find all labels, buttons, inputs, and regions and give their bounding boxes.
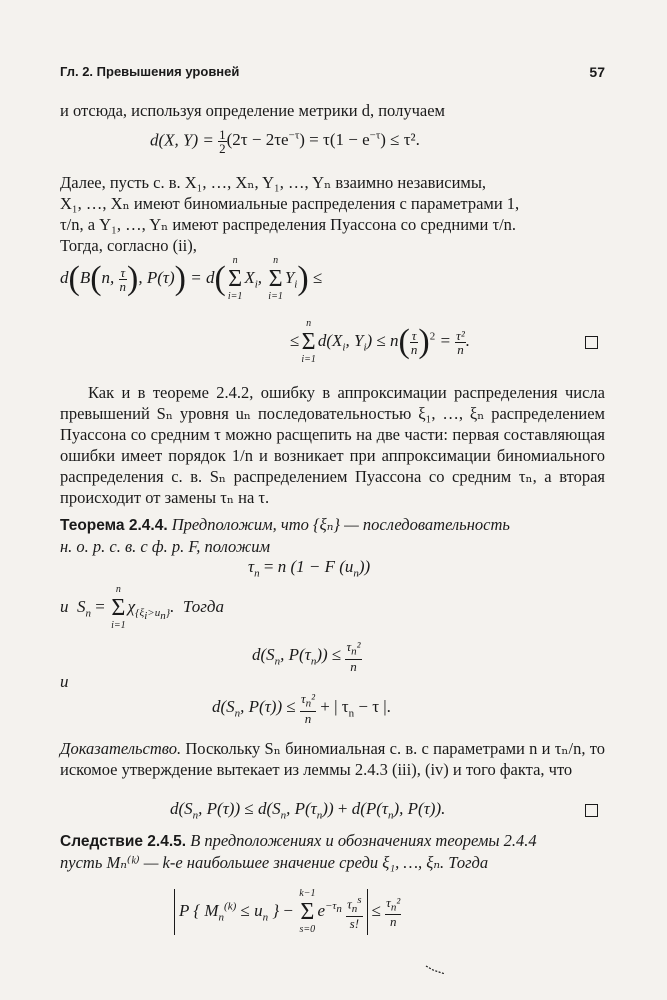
p2-line1: Далее, пусть с. в. X₁, …, Xₙ, Y₁, …, Yₙ взаимно независимы, [60,173,487,192]
running-title: Гл. 2. Превышения уровней [60,64,240,79]
formula-s-n: и $S_n$ = n Σ i=1 $\chi_{\{\xi_i>u_n\}}$. Тогда [60,584,224,631]
formula-binomial-line1: d(B(n, $\frac{\tau}{n}$ ), P(τ)) = d( n Σ i=1 $X_i$, n Σ i=1 $Y_i$) ≤ [60,255,323,302]
formula-triangle: $d(S_n$, $P(\tau)) \le d(S_n$, $P(\tau_n)) + d(P(\tau_n)$, P(τ)). [170,799,446,822]
p2-line3: τ/n, а Y₁, …, Yₙ имеют распределения Пуассона со средними τ/n. [60,215,517,234]
theorem-and2: и [60,672,69,691]
corollary-text2: пусть Mₙ⁽ᵏ⁾ — k-е наибольшее значение среди ξ₁, …, ξₙ. Тогда [60,853,489,872]
paragraph-intro [60,100,605,121]
p2-line2: X₁, …, Xₙ имеют биномиальные распределения с параметрами 1, [60,194,520,213]
corollary-label: Следствие 2.4.5. [60,833,187,850]
approximation-text: Как и в теореме 2.4.2, ошибку в аппроксимации распределения числа превышений Sₙ уровня uₙ последовательностью ξ₁, …, ξₙ распределением Пуассона со средним τ можно расщепить на две части: первая составляющая ошибки имеет порядок 1/n и возникает при аппроксимации биномиального распределения с. в. Sₙ распределением Пуассона со средним τₙ, а вторая происходит от замены τₙ на τ. [60,383,605,507]
formula-corollary: P { $M_n^{(k)} \le u_n$ } − k−1 Σ s=0 $e^{-\tau_n}$ $\frac{\tau_n^s}{s!}$ ≤ $\frac{\tau_n^2}{n}$ [170,888,401,936]
paragraph-approximation [60,382,605,508]
proof-label: Доказательство. [60,739,182,758]
ink-mark-icon [425,965,447,975]
corollary-text1: В предположениях и обозначениях теоремы 2.4.4 [190,831,537,850]
theorem-label: Теорема 2.4.4. [60,517,168,534]
theorem-and: и [60,596,69,616]
page-number: 57 [589,64,605,80]
p2-line4: Тогда, согласно (ii), [60,236,197,255]
page-header [60,64,605,81]
formula-binomial-line2: ≤ n Σ i=1 $d(X_i$, $Y_i) \le n$( $\frac{\tau}{n}$ )$^2$ = $\frac{\text{τ²}}{n}$ . [290,318,470,365]
formula-tau-n: $\tau_n = n$ (1 − F $(u_n)$) [248,557,371,580]
theorem-text2: н. о. р. с. в. с ф. р. F, положим [60,537,270,556]
formula-bound1: $d(S_n$, $P(\tau_n)$) ≤ $\frac{\tau_n^2}{n}$ [252,639,361,674]
proof-block [60,738,605,780]
theorem-block [60,514,605,557]
formula-metric: d(X, Y) = $\frac{1}{2}$ $(2\tau - 2\tau e^{-\tau}) = \tau(1 - e^{-\tau}) \le \tau^2$. [150,127,420,156]
corollary-block [60,830,605,873]
qed-square-proof [585,804,598,817]
formula-bound2: $d(S_n$, P(τ)) ≤ $\frac{\tau_n^2}{n}$ + | $\tau_n - \tau$ |. [212,691,391,726]
theorem-text1: Предположим, что {ξₙ} — последовательность [171,515,510,534]
proof-text: Поскольку Sₙ биномиальная с. в. с параметрами n и τₙ/n, то искомое утверждение вытекает из леммы 2.4.3 (iii), (iv) и того факта, что [60,739,605,779]
theorem-then: Тогда [182,596,224,616]
intro-text: и отсюда, используя определение метрики d, получаем [60,101,445,120]
qed-square [585,336,598,349]
paragraph-independence [60,172,605,256]
